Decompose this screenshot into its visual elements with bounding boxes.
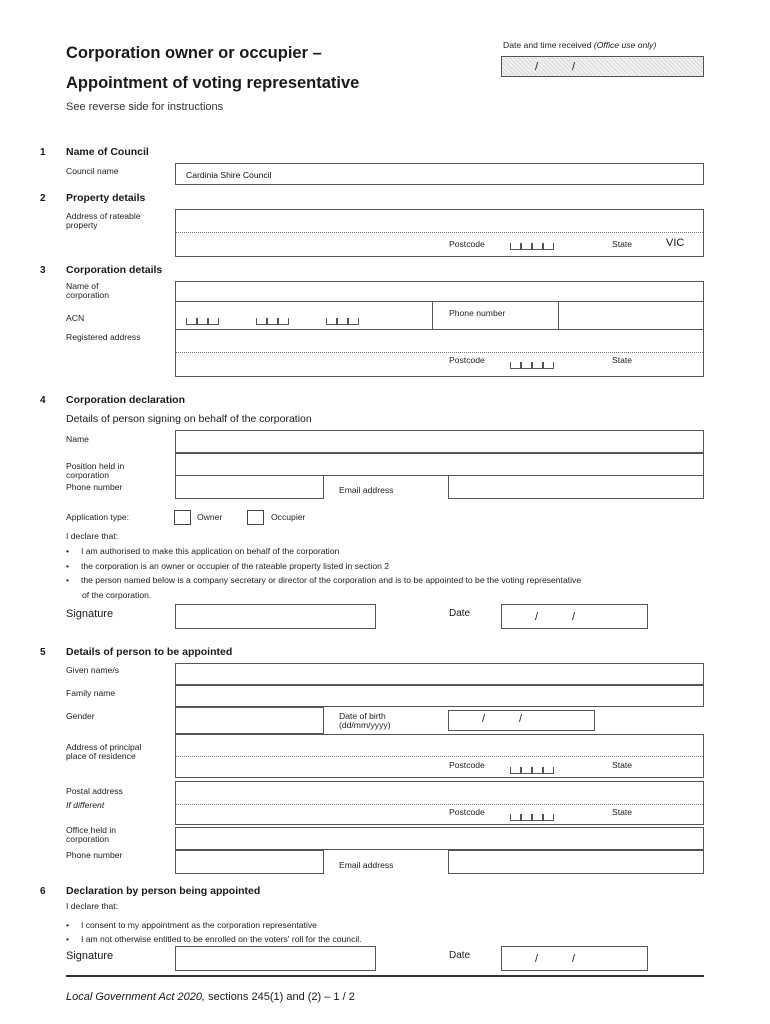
s4-signature-field[interactable] — [175, 604, 376, 629]
occupier-label: Occupier — [271, 512, 306, 522]
s4-date-label: Date — [449, 608, 471, 619]
office-date-sep2: / — [572, 61, 576, 73]
office-date-field — [501, 56, 704, 77]
owner-label: Owner — [197, 512, 223, 522]
property-postcode-boxes[interactable] — [510, 243, 553, 250]
position-field[interactable] — [175, 453, 704, 476]
acn-boxes-3[interactable] — [326, 318, 358, 325]
corp-name-field[interactable] — [175, 281, 704, 302]
signer-email-label: Email address — [339, 485, 394, 495]
section3-title: Corporation details — [66, 264, 163, 276]
s6-signature-label: Signature — [66, 950, 114, 962]
section4-subtitle: Details of person signing on behalf of the corporation — [66, 413, 312, 425]
section5-number: 5 — [40, 647, 46, 658]
property-postcode-label: Postcode — [449, 239, 485, 249]
gender-field[interactable] — [175, 707, 324, 734]
section2-title: Property details — [66, 192, 146, 204]
s6-bullet-2: • I am not otherwise entitled to be enrolled on the voters' roll for the council. — [66, 934, 362, 944]
residence-divider — [176, 756, 703, 757]
signer-phone-field[interactable] — [175, 475, 324, 499]
signer-phone-label: Phone number — [66, 482, 123, 492]
footer-text: Local Government Act 2020, sections 245(1) and (2) – 1 / 2 — [66, 991, 355, 1003]
council-name-label: Council name — [66, 166, 119, 176]
section6-number: 6 — [40, 886, 46, 897]
s4-signature-label: Signature — [66, 608, 114, 620]
postal-address-field[interactable] — [175, 781, 704, 825]
appointee-email-field[interactable] — [448, 850, 704, 874]
signer-name-label: Name — [66, 434, 89, 444]
registered-address-divider — [176, 352, 703, 353]
s4-bullet-3: • the person named below is a company secretary or director of the corporation and is to be appointed to be the voting representative — [66, 575, 582, 585]
dob-sep2: / — [519, 713, 523, 725]
corp-phone-field[interactable] — [559, 302, 703, 329]
section1-title: Name of Council — [66, 146, 149, 158]
s4-declare-intro: I declare that: — [66, 531, 119, 541]
signer-name-field[interactable] — [175, 430, 704, 453]
position-label: Position held in corporation — [66, 461, 125, 480]
residence-postcode-label: Postcode — [449, 760, 485, 770]
section4-title: Corporation declaration — [66, 394, 186, 406]
appointee-phone-field[interactable] — [175, 850, 324, 874]
acn-boxes-2[interactable] — [256, 318, 288, 325]
postal-label: Postal address — [66, 786, 123, 796]
postal-postcode-label: Postcode — [449, 807, 485, 817]
dob-sep1: / — [482, 713, 486, 725]
office-held-label: Office held in corporation — [66, 825, 117, 844]
property-state-label: State — [612, 239, 633, 249]
reg-postcode-label: Postcode — [449, 355, 485, 365]
property-address-divider — [176, 232, 703, 233]
residence-label: Address of principal place of residence — [66, 742, 142, 761]
property-state-value: VIC — [666, 237, 685, 249]
owner-checkbox[interactable] — [174, 510, 191, 525]
form-subtitle: See reverse side for instructions — [66, 101, 224, 113]
registered-address-label: Registered address — [66, 332, 141, 342]
reg-state-label: State — [612, 355, 633, 365]
family-name-label: Family name — [66, 688, 116, 698]
postal-divider — [176, 804, 703, 805]
acn-label: ACN — [66, 313, 85, 323]
s4-bullet-1: • I am authorised to make this application on behalf of the corporation — [66, 546, 340, 556]
office-date-sep1: / — [535, 61, 539, 73]
property-address-label: Address of rateable property — [66, 211, 141, 230]
section4-number: 4 — [40, 395, 46, 406]
given-name-field[interactable] — [175, 663, 704, 685]
appointee-email-label: Email address — [339, 860, 394, 870]
form-title-line1: Corporation owner or occupier – — [66, 44, 322, 62]
residence-postcode-boxes[interactable] — [510, 767, 553, 774]
s4-bullet-2: • the corporation is an owner or occupier of the rateable property listed in section 2 — [66, 561, 390, 571]
office-held-field[interactable] — [175, 827, 704, 850]
council-name-value: Cardinia Shire Council — [186, 170, 272, 180]
s6-date-sep2: / — [572, 953, 576, 965]
section2-number: 2 — [40, 193, 46, 204]
residence-state-label: State — [612, 760, 633, 770]
gender-label: Gender — [66, 711, 95, 721]
s6-date-sep1: / — [535, 953, 539, 965]
dob-label: Date of birth (dd/mm/yyyy) — [339, 711, 391, 730]
section3-number: 3 — [40, 265, 46, 276]
section1-number: 1 — [40, 147, 46, 158]
app-type-label: Application type: — [66, 512, 130, 522]
s4-date-sep2: / — [572, 611, 576, 623]
postal-state-label: State — [612, 807, 633, 817]
s6-declare-intro: I declare that: — [66, 901, 119, 911]
s4-bullet-3-cont: of the corporation. — [82, 590, 152, 600]
s6-signature-field[interactable] — [175, 946, 376, 971]
office-use-label: Date and time received (Office use only) — [503, 40, 657, 50]
section5-title: Details of person to be appointed — [66, 646, 233, 658]
appointee-phone-label: Phone number — [66, 850, 123, 860]
corp-name-label: Name of corporation — [66, 281, 109, 300]
occupier-checkbox[interactable] — [247, 510, 264, 525]
s4-date-sep1: / — [535, 611, 539, 623]
acn-divider — [432, 301, 433, 330]
postal-note: If different — [66, 800, 105, 810]
family-name-field[interactable] — [175, 685, 704, 707]
signer-email-field[interactable] — [448, 475, 704, 499]
postal-postcode-boxes[interactable] — [510, 814, 553, 821]
s6-bullet-1: • I consent to my appointment as the corporation representative — [66, 920, 317, 930]
given-name-label: Given name/s — [66, 665, 120, 675]
footer-rule — [66, 975, 704, 977]
section6-title: Declaration by person being appointed — [66, 885, 261, 897]
corp-phone-label: Phone number — [449, 308, 506, 318]
reg-postcode-boxes[interactable] — [510, 362, 553, 369]
acn-boxes-1[interactable] — [186, 318, 218, 325]
registered-address-field[interactable] — [175, 329, 704, 377]
s6-date-label: Date — [449, 950, 471, 961]
form-title-line2: Appointment of voting representative — [66, 74, 360, 92]
property-address-field[interactable] — [175, 209, 704, 257]
council-name-field[interactable] — [175, 163, 704, 185]
